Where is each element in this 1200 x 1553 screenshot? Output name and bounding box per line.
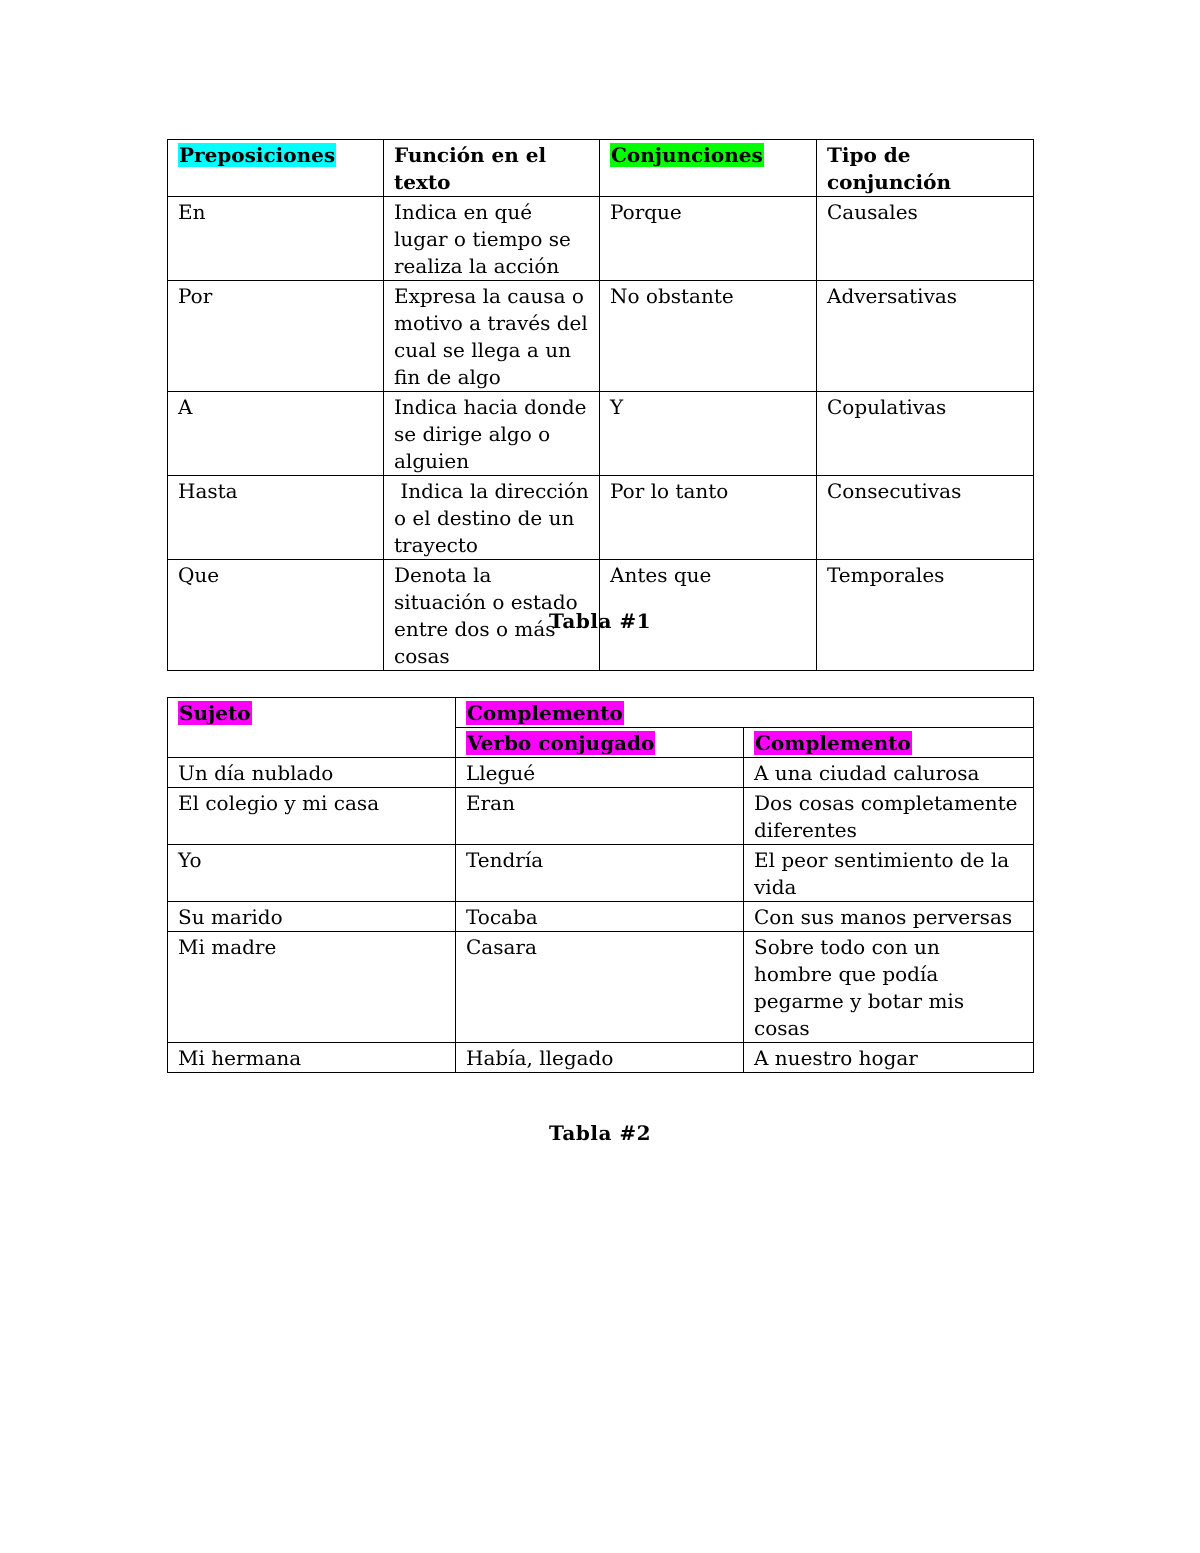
preposition-cell: Hasta [168,476,384,560]
conjunction-type-cell: Copulativas [817,392,1034,476]
table1-header-function [384,140,600,197]
sentence-analysis-table [167,697,1034,1073]
complement-cell: Dos cosas completamente diferentes [744,788,1034,845]
table2-header-row [168,698,1034,728]
function-cell: Denota la situación o estado entre dos o más cosas [384,560,600,671]
conjunction-cell: No obstante [600,281,817,392]
preposition-cell: Por [168,281,384,392]
verb-cell: Eran [456,788,744,845]
subject-header-label: Sujeto [179,701,251,725]
complement-cell: Con sus manos perversas [744,902,1034,932]
prepositions-conjunctions-table [167,139,1034,671]
table-row [168,392,1034,476]
conjunction-cell: Antes que [600,560,817,671]
verb-cell: Tocaba [456,902,744,932]
subject-cell: Mi hermana [168,1043,456,1073]
function-header-label: Función en el texto [394,143,547,194]
subject-cell: Mi madre [168,932,456,1043]
verb-subheader-label: Verbo conjugado [467,731,655,755]
table1-header-conjunctions [600,140,817,197]
table1-caption: Tabla #1 [548,609,652,633]
complement-group-header-label: Complemento [467,701,623,725]
function-cell: Indica la dirección o el destino de un trayecto [384,476,600,560]
table-row [168,1043,1034,1073]
table2-caption: Tabla #2 [548,1121,652,1145]
conjunctions-header-label: Conjunciones [611,143,763,167]
function-cell: Indica hacia donde se dirige algo o alguien [384,392,600,476]
complement-cell: Sobre todo con un hombre que podía pegarme y botar mis cosas [744,932,1034,1043]
verb-cell: Casara [456,932,744,1043]
table-row [168,902,1034,932]
conjunction-cell: Porque [600,197,817,281]
conjunction-type-cell: Causales [817,197,1034,281]
conjunction-type-cell: Adversativas [817,281,1034,392]
function-cell: Expresa la causa o motivo a través del cual se llega a un fin de algo [384,281,600,392]
table1-header-conjunction-type [817,140,1034,197]
conjunction-type-cell: Consecutivas [817,476,1034,560]
preposition-cell: A [168,392,384,476]
complement-subheader-label: Complemento [755,731,911,755]
preposition-cell: En [168,197,384,281]
table2-header-subject [168,698,456,758]
table2-subheader-verb [456,728,744,758]
complement-cell: El peor sentimiento de la vida [744,845,1034,902]
subject-cell: Un día nublado [168,758,456,788]
function-cell: Indica en qué lugar o tiempo se realiza la acción [384,197,600,281]
prepositions-header-label: Preposiciones [179,143,336,167]
table-row [168,932,1034,1043]
table2-header-complement [456,698,1034,728]
subject-cell: Su marido [168,902,456,932]
complement-cell: A nuestro hogar [744,1043,1034,1073]
table-row [168,476,1034,560]
verb-cell: Tendría [456,845,744,902]
table1-header-prepositions [168,140,384,197]
table-row [168,788,1034,845]
conjunction-cell: Por lo tanto [600,476,817,560]
conjunction-type-header-label: Tipo de conjunción [827,143,952,194]
table1-header-row [168,140,1034,197]
subject-cell: Yo [168,845,456,902]
complement-cell: A una ciudad calurosa [744,758,1034,788]
table-row [168,197,1034,281]
conjunction-cell: Y [600,392,817,476]
subject-cell: El colegio y mi casa [168,788,456,845]
table-row [168,281,1034,392]
table-row [168,845,1034,902]
preposition-cell: Que [168,560,384,671]
table-row [168,758,1034,788]
verb-cell: Había, llegado [456,1043,744,1073]
table2-subheader-complement [744,728,1034,758]
conjunction-type-cell: Temporales [817,560,1034,671]
verb-cell: Llegué [456,758,744,788]
